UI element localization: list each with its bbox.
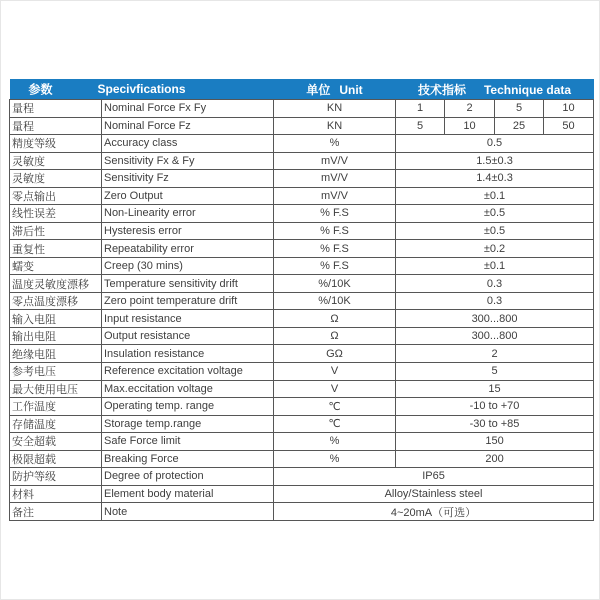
value-cell: 0.3 bbox=[396, 275, 594, 293]
table-row bbox=[10, 187, 594, 205]
unit-cell: V bbox=[274, 362, 396, 380]
value-cell: 1.4±0.3 bbox=[396, 170, 594, 188]
spec-cell: Insulation resistance bbox=[102, 345, 274, 363]
param-cell: 输入电阻 bbox=[10, 310, 102, 328]
unit-cell: Ω bbox=[274, 310, 396, 328]
table-row bbox=[10, 345, 594, 363]
param-cell: 备注 bbox=[10, 503, 102, 521]
param-cell: 零点输出 bbox=[10, 187, 102, 205]
unit-cell: % bbox=[274, 433, 396, 451]
spec-cell: Degree of protection bbox=[102, 468, 274, 486]
spec-cell: Reference excitation voltage bbox=[102, 362, 274, 380]
unit-cell: GΩ bbox=[274, 345, 396, 363]
range-value-cell: 5 bbox=[495, 100, 544, 118]
table-row bbox=[10, 380, 594, 398]
unit-cell: Ω bbox=[274, 327, 396, 345]
range-value-cell: 2 bbox=[445, 100, 495, 118]
param-cell: 绝缘电阻 bbox=[10, 345, 102, 363]
table-body bbox=[10, 100, 594, 521]
header-param-spec bbox=[10, 79, 274, 100]
value-cell: 300...800 bbox=[396, 327, 594, 345]
value-cell: ±0.5 bbox=[396, 222, 594, 240]
range-value-cell: 10 bbox=[544, 100, 594, 118]
header-specifications-label: Specivfications bbox=[97, 82, 186, 96]
spec-cell: Zero Output bbox=[102, 187, 274, 205]
spec-cell: Non-Linearity error bbox=[102, 205, 274, 223]
param-cell: 工作温度 bbox=[10, 398, 102, 416]
spec-cell: Nominal Force Fx Fy bbox=[102, 100, 274, 118]
table-row bbox=[10, 310, 594, 328]
table-row bbox=[10, 152, 594, 170]
merged-value-cell: Alloy/Stainless steel bbox=[274, 485, 594, 503]
param-cell: 量程 bbox=[10, 100, 102, 118]
spec-cell: Temperature sensitivity drift bbox=[102, 275, 274, 293]
spec-cell: Output resistance bbox=[102, 327, 274, 345]
spec-cell: Storage temp.range bbox=[102, 415, 274, 433]
unit-cell: % F.S bbox=[274, 240, 396, 258]
spec-cell: Zero point temperature drift bbox=[102, 292, 274, 310]
range-value-cell: 1 bbox=[396, 100, 445, 118]
value-cell: 0.5 bbox=[396, 135, 594, 153]
unit-cell: KN bbox=[274, 100, 396, 118]
spec-cell: Repeatability error bbox=[102, 240, 274, 258]
header-unit-cn: 单位 bbox=[306, 82, 331, 97]
spec-cell: Element body material bbox=[102, 485, 274, 503]
value-cell: ±0.5 bbox=[396, 205, 594, 223]
param-cell: 滞后性 bbox=[10, 222, 102, 240]
spec-cell: Breaking Force bbox=[102, 450, 274, 468]
table-row bbox=[10, 415, 594, 433]
value-cell: ±0.1 bbox=[396, 257, 594, 275]
param-cell: 存储温度 bbox=[10, 415, 102, 433]
value-cell: 0.3 bbox=[396, 292, 594, 310]
spec-cell: Nominal Force Fz bbox=[102, 117, 274, 135]
specifications-table bbox=[9, 79, 594, 521]
table-row bbox=[10, 117, 594, 135]
param-cell: 安全超载 bbox=[10, 433, 102, 451]
unit-cell: mV/V bbox=[274, 152, 396, 170]
header-unit bbox=[274, 79, 396, 100]
table-row bbox=[10, 100, 594, 118]
table-row bbox=[10, 222, 594, 240]
value-cell: 15 bbox=[396, 380, 594, 398]
table-row bbox=[10, 205, 594, 223]
table-header-row bbox=[10, 79, 594, 100]
spec-cell: Sensitivity Fz bbox=[102, 170, 274, 188]
spec-cell: Safe Force limit bbox=[102, 433, 274, 451]
merged-value-cell: IP65 bbox=[274, 468, 594, 486]
param-cell: 极限超载 bbox=[10, 450, 102, 468]
unit-cell: %/10K bbox=[274, 275, 396, 293]
table-row bbox=[10, 275, 594, 293]
spec-cell: Accuracy class bbox=[102, 135, 274, 153]
param-cell: 灵敏度 bbox=[10, 152, 102, 170]
param-cell: 防护等级 bbox=[10, 468, 102, 486]
header-technique-data bbox=[396, 79, 594, 100]
spec-cell: Max.eccitation voltage bbox=[102, 380, 274, 398]
value-cell: -10 to +70 bbox=[396, 398, 594, 416]
param-cell: 重复性 bbox=[10, 240, 102, 258]
param-cell: 输出电阻 bbox=[10, 327, 102, 345]
unit-cell: % F.S bbox=[274, 222, 396, 240]
value-cell: 2 bbox=[396, 345, 594, 363]
param-cell: 灵敏度 bbox=[10, 170, 102, 188]
header-technique-data-en: Technique data bbox=[483, 82, 572, 97]
unit-cell: %/10K bbox=[274, 292, 396, 310]
spec-cell: Sensitivity Fx & Fy bbox=[102, 152, 274, 170]
table-row bbox=[10, 327, 594, 345]
value-cell: 300...800 bbox=[396, 310, 594, 328]
spec-cell: Creep (30 mins) bbox=[102, 257, 274, 275]
param-cell: 最大使用电压 bbox=[10, 380, 102, 398]
table-row bbox=[10, 240, 594, 258]
value-cell: 5 bbox=[396, 362, 594, 380]
param-cell: 量程 bbox=[10, 117, 102, 135]
value-cell: -30 to +85 bbox=[396, 415, 594, 433]
header-technique-data-cn: 技术指标 bbox=[417, 82, 466, 97]
unit-cell: ℃ bbox=[274, 398, 396, 416]
value-cell: 200 bbox=[396, 450, 594, 468]
table-row bbox=[10, 135, 594, 153]
range-value-cell: 25 bbox=[495, 117, 544, 135]
spec-cell: Operating temp. range bbox=[102, 398, 274, 416]
table-row bbox=[10, 503, 594, 521]
table-row bbox=[10, 485, 594, 503]
param-cell: 蠕变 bbox=[10, 257, 102, 275]
spec-cell: Input resistance bbox=[102, 310, 274, 328]
value-cell: ±0.1 bbox=[396, 187, 594, 205]
value-cell: 150 bbox=[396, 433, 594, 451]
unit-cell: KN bbox=[274, 117, 396, 135]
unit-cell: V bbox=[274, 380, 396, 398]
header-param-label: 参数 bbox=[28, 82, 53, 97]
param-cell: 温度灵敏度漂移 bbox=[10, 275, 102, 293]
range-value-cell: 10 bbox=[445, 117, 495, 135]
table-row bbox=[10, 170, 594, 188]
param-cell: 零点温度漂移 bbox=[10, 292, 102, 310]
unit-cell: mV/V bbox=[274, 170, 396, 188]
param-cell: 参考电压 bbox=[10, 362, 102, 380]
spec-cell: Hysteresis error bbox=[102, 222, 274, 240]
table-row bbox=[10, 292, 594, 310]
table-row bbox=[10, 362, 594, 380]
header-unit-en: Unit bbox=[339, 82, 363, 97]
unit-cell: % F.S bbox=[274, 257, 396, 275]
param-cell: 线性误差 bbox=[10, 205, 102, 223]
table-row bbox=[10, 468, 594, 486]
merged-value-cell: 4~20mA（可选） bbox=[274, 503, 594, 521]
unit-cell: mV/V bbox=[274, 187, 396, 205]
table-row bbox=[10, 257, 594, 275]
unit-cell: ℃ bbox=[274, 415, 396, 433]
range-value-cell: 5 bbox=[396, 117, 445, 135]
unit-cell: % F.S bbox=[274, 205, 396, 223]
value-cell: ±0.2 bbox=[396, 240, 594, 258]
range-value-cell: 50 bbox=[544, 117, 594, 135]
param-cell: 精度等级 bbox=[10, 135, 102, 153]
param-cell: 材料 bbox=[10, 485, 102, 503]
table-row bbox=[10, 433, 594, 451]
table-row bbox=[10, 398, 594, 416]
spec-cell: Note bbox=[102, 503, 274, 521]
table-row bbox=[10, 450, 594, 468]
unit-cell: % bbox=[274, 135, 396, 153]
unit-cell: % bbox=[274, 450, 396, 468]
value-cell: 1.5±0.3 bbox=[396, 152, 594, 170]
